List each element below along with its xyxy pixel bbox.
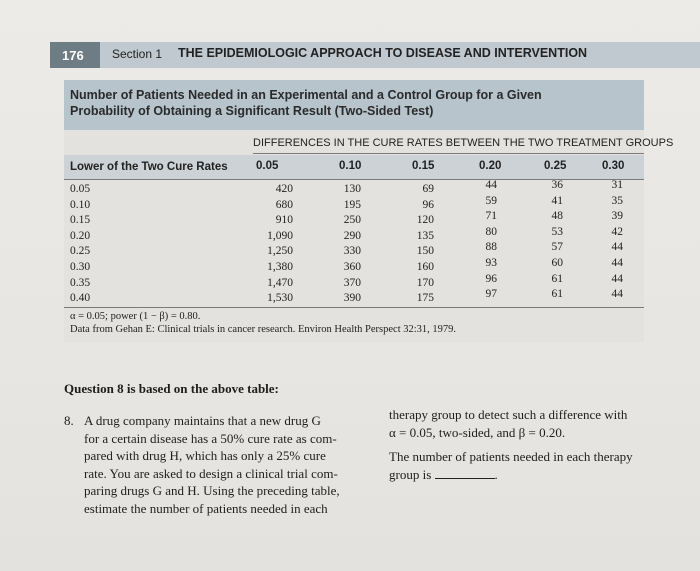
column-header: 0.15: [412, 160, 435, 172]
table-cell: 71: [485, 210, 497, 223]
row-label: 0.20: [70, 229, 91, 242]
table-cell: 160: [416, 261, 434, 273]
table-cell: 1,470: [267, 276, 293, 289]
table-cell: 250: [343, 214, 361, 227]
row-label: 0.15: [70, 214, 91, 227]
column-header: 0.05: [256, 160, 279, 172]
table-cell: 96: [485, 272, 497, 285]
page-number: 176: [62, 48, 84, 63]
table-title-line-1: Number of Patients Needed in an Experimental and a Control Group for a Given: [70, 88, 542, 102]
table-cell: 80: [485, 225, 497, 238]
table-cell: 53: [551, 225, 563, 238]
table-cell: 44: [485, 179, 497, 191]
table-cell: 360: [343, 261, 361, 273]
table-cell: 44: [611, 257, 623, 269]
question-intro: Question 8 is based on the above table:: [64, 381, 279, 396]
footnote-source: Data from Gehan E: Clinical trials in cancer research. Environ Health Perspect 32:31, 1979.: [70, 324, 457, 335]
table-cell: 175: [416, 292, 434, 305]
table-cell: 93: [485, 257, 497, 269]
groups-heading: DIFFERENCES IN THE CURE RATES BETWEEN THE TWO TREATMENT GROUPS: [253, 137, 674, 149]
question-line: α = 0.05, two-sided, and β = 0.20.: [389, 424, 566, 440]
question-line: for a certain disease has a 50% cure rate as com-: [84, 430, 337, 446]
table-cell: 41: [551, 194, 563, 207]
table-cell: 39: [611, 210, 623, 223]
table-cell: 96: [422, 198, 434, 211]
table-cell: 60: [551, 257, 563, 269]
column-header: 0.10: [339, 160, 362, 172]
table-cell: 150: [416, 245, 434, 258]
table-cell: 44: [611, 288, 623, 301]
answer-prompt: [389, 466, 498, 484]
table-title-line-2: Probability of Obtaining a Significant Result (Two-Sided Test): [70, 104, 434, 118]
row-label: 0.05: [70, 183, 91, 195]
question-line: therapy group to detect such a difference with: [389, 407, 628, 422]
table-cell: 330: [343, 245, 361, 258]
section-label: Section 1: [112, 47, 163, 61]
table-cell: 59: [485, 194, 497, 207]
table-cell: 44: [611, 241, 623, 254]
table-cell: 69: [422, 183, 434, 195]
table-cell: 420: [275, 183, 293, 195]
question-line: estimate the number of patients needed in each: [84, 500, 328, 516]
row-label: 0.25: [70, 245, 91, 258]
table-cell: 44: [611, 272, 623, 285]
table-cell: 57: [551, 241, 563, 254]
row-label: 0.35: [70, 276, 91, 289]
answer-prompt-line: The number of patients needed in each therapy: [389, 449, 633, 464]
table-cell: 1,380: [267, 261, 293, 273]
footnote-alpha: α = 0.05; power (1 − β) = 0.80.: [70, 311, 201, 322]
table-cell: 290: [343, 229, 361, 242]
section-title: THE EPIDEMIOLOGIC APPROACH TO DISEASE AND INTERVENTION: [178, 46, 588, 60]
table-cell: 31: [611, 179, 623, 191]
question-line: paring drugs G and H. Using the preceding table,: [84, 483, 340, 498]
table-title: [70, 87, 630, 119]
table-cell: 120: [416, 214, 434, 227]
table-cell: 135: [416, 229, 434, 242]
table-cell: 1,250: [267, 245, 293, 258]
table-cell: 61: [551, 288, 563, 301]
table-bottom-rule: [64, 307, 644, 308]
table-cell: 35: [611, 194, 623, 207]
table-cell: 42: [611, 225, 623, 238]
row-label: 0.10: [70, 198, 91, 211]
table-cell: 170: [416, 276, 434, 289]
table-cell: 370: [343, 276, 361, 289]
table-cell: 390: [343, 292, 361, 305]
question-number: 8.: [64, 413, 74, 428]
row-label: 0.40: [70, 292, 91, 305]
table-cell: 88: [485, 241, 497, 254]
row-label: 0.30: [70, 261, 91, 273]
column-header: 0.30: [602, 160, 625, 172]
question-line: rate. You are asked to design a clinical trial com-: [84, 465, 338, 481]
table-cell: 910: [275, 214, 293, 227]
table-cell: 195: [343, 198, 361, 211]
table-cell: 1,090: [267, 229, 293, 242]
table-cell: 61: [551, 272, 563, 285]
answer-period: .: [494, 466, 498, 482]
answer-blank[interactable]: [435, 466, 495, 479]
groups-underline: [253, 153, 644, 154]
table-cell: 680: [275, 198, 293, 211]
answer-prompt-text: group is: [389, 466, 432, 482]
table-cell: 130: [343, 183, 361, 195]
question-line: pared with drug H, which has only a 25% cure: [84, 448, 326, 463]
table-cell: 97: [485, 288, 497, 301]
table-cell: 36: [551, 179, 563, 191]
column-header: 0.25: [544, 160, 567, 172]
question-line: A drug company maintains that a new drug G: [84, 413, 321, 428]
table-cell: 48: [551, 210, 563, 223]
column-header: 0.20: [479, 160, 502, 172]
row-header-label: Lower of the Two Cure Rates: [70, 161, 228, 173]
table-cell: 1,530: [267, 292, 293, 305]
